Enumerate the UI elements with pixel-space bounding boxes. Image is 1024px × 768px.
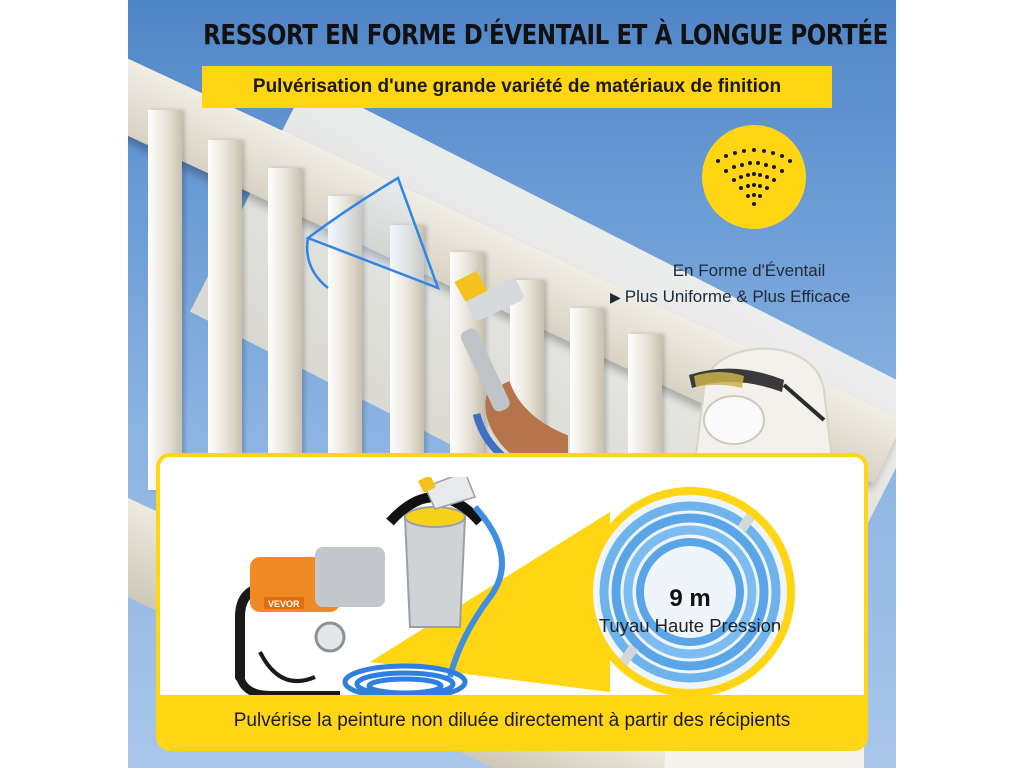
inset-caption-text: Pulvérise la peinture non diluée directement à partir des récipients [233,710,791,731]
hose-length: 9 m [669,585,711,612]
brand-logo: VEVOR [268,599,300,609]
subtitle-text: Pulvérisation d'une grande variété de matériaux de finition [252,76,782,97]
fan-caption-line2: Plus Uniforme & Plus Efficace [624,287,851,306]
fence-baluster [148,110,182,490]
subtitle-banner [202,66,832,108]
title-container [128,18,896,51]
arrow-right-icon: ▶ [610,289,621,305]
inset-caption-banner [160,695,864,747]
fan-spray-icon [712,144,796,210]
product-inset-box [156,453,868,751]
page-title: RESSORT EN FORME D'ÉVENTAIL ET À LONGUE PORTÉE [203,18,888,51]
fan-caption-line1: En Forme d'Éventail [672,261,826,280]
airless-sprayer-machine [220,477,540,707]
product-image-panel [128,0,896,768]
hose-label: Tuyau Haute Pression [598,615,782,636]
hose-zoom-circle [585,487,795,697]
fan-caption-line2-wrap [598,284,888,310]
fan-badge [702,125,806,229]
spray-fan-pattern [288,168,488,308]
fan-caption [598,258,888,310]
